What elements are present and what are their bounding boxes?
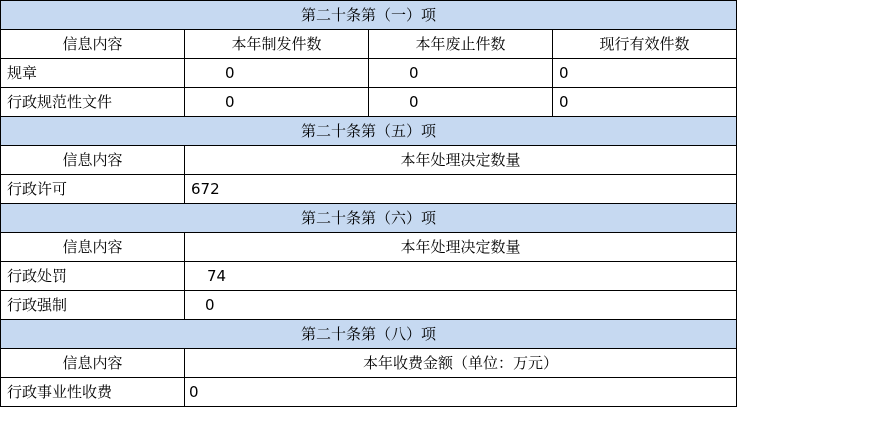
table-row <box>1 262 737 291</box>
column-header-info: 信息内容 <box>1 146 185 175</box>
row-label: 行政处罚 <box>1 262 185 291</box>
column-header-effective: 现行有效件数 <box>553 30 737 59</box>
fee-amount: 0 <box>185 378 737 407</box>
section-header-row <box>1 204 737 233</box>
column-header-row <box>1 233 737 262</box>
row-label: 行政许可 <box>1 175 185 204</box>
column-header-issued: 本年制发件数 <box>185 30 369 59</box>
section-title-20-1: 第二十条第（一）项 <box>1 1 737 30</box>
table-row <box>1 59 737 88</box>
column-header-info: 信息内容 <box>1 30 185 59</box>
effective-count: 0 <box>553 59 737 88</box>
column-header-info: 信息内容 <box>1 349 185 378</box>
effective-count: 0 <box>553 88 737 117</box>
column-header-row <box>1 30 737 59</box>
column-header-row <box>1 146 737 175</box>
table-row <box>1 175 737 204</box>
repealed-count: 0 <box>369 88 553 117</box>
issued-count: 0 <box>185 59 369 88</box>
decision-count: 74 <box>185 262 737 291</box>
table-row <box>1 291 737 320</box>
section-title-20-6: 第二十条第（六）项 <box>1 204 737 233</box>
table-row <box>1 378 737 407</box>
section-title-20-8: 第二十条第（八）项 <box>1 320 737 349</box>
row-label: 规章 <box>1 59 185 88</box>
table-row <box>1 88 737 117</box>
section-header-row <box>1 1 737 30</box>
row-label: 行政事业性收费 <box>1 378 185 407</box>
section-title-20-5: 第二十条第（五）项 <box>1 117 737 146</box>
repealed-count: 0 <box>369 59 553 88</box>
section-header-row <box>1 117 737 146</box>
section-header-row <box>1 320 737 349</box>
row-label: 行政规范性文件 <box>1 88 185 117</box>
column-header-row <box>1 349 737 378</box>
decision-count: 0 <box>185 291 737 320</box>
column-header-decisions: 本年处理决定数量 <box>185 146 737 175</box>
issued-count: 0 <box>185 88 369 117</box>
column-header-repealed: 本年废止件数 <box>369 30 553 59</box>
column-header-decisions: 本年处理决定数量 <box>185 233 737 262</box>
row-label: 行政强制 <box>1 291 185 320</box>
column-header-info: 信息内容 <box>1 233 185 262</box>
decision-count: 672 <box>185 175 737 204</box>
column-header-fee-amount: 本年收费金额（单位：万元） <box>185 349 737 378</box>
